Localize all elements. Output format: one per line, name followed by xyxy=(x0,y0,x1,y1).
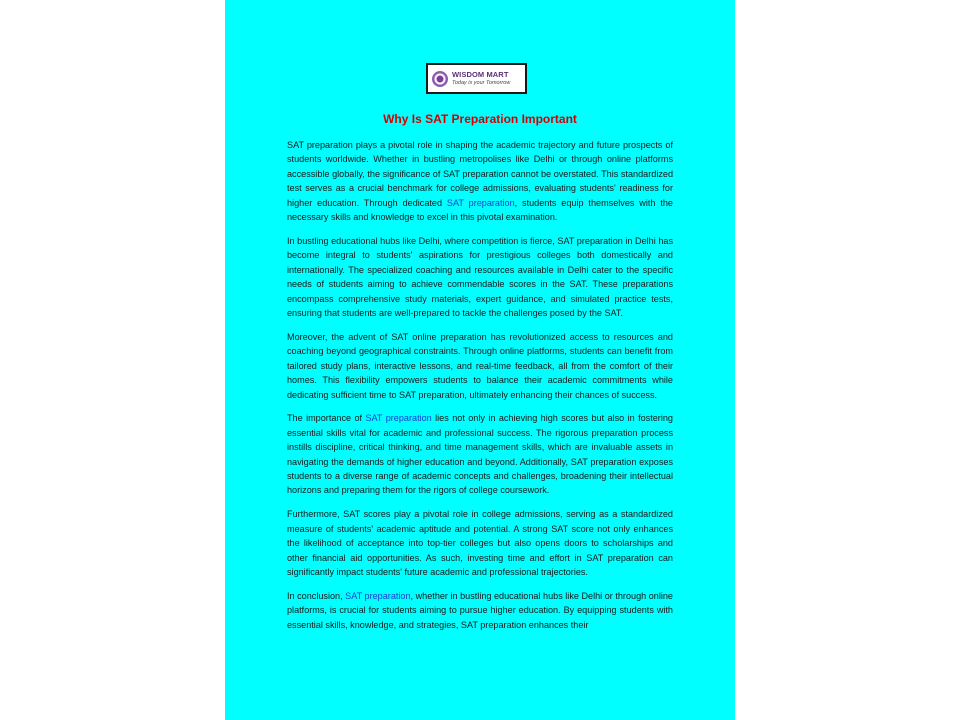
paragraph-text: SAT preparation plays a pivotal role in shaping the academic trajectory and future prospects of students worldwide. Whether in bustling metropolises like Delhi or through online platforms accessible globally, the significance of SAT preparation cannot be overstated. This standardized test serves as a crucial benchmark for college admissions, evaluating students' readiness for higher education. Through dedicated xyxy=(287,140,673,208)
paragraph-text: , whether in bustling educational hubs like Delhi or through online platforms, is crucial for students aiming to pursue higher education. By equipping students with essential skills, knowledge, and strategies, SAT preparation enhances their xyxy=(287,590,673,630)
sat-preparation-link[interactable]: SAT preparation xyxy=(345,590,411,601)
document-body xyxy=(287,138,673,642)
logo-emblem-icon xyxy=(432,71,448,87)
sat-preparation-link[interactable]: SAT preparation xyxy=(365,413,432,424)
logo-name: WISDOM MART xyxy=(452,70,509,79)
brand-logo xyxy=(426,63,527,94)
paragraph-text: Moreover, the advent of SAT online preparation has revolutionized access to resources and coaching beyond geographical constraints. Through online platforms, students can benefit from tailored study plans, interactive lessons, and real-time feedback, all from the comfort of their homes. This flexibility empowers students to balance their academic commitments while dedicating sufficient time to SAT preparation, ultimately enhancing their chances of success. xyxy=(287,331,673,400)
sat-preparation-link[interactable]: SAT preparation xyxy=(446,197,515,208)
paragraph-text: lies not only in achieving high scores but also in fostering essential skills vital for academic and professional success. The rigorous preparation process instills discipline, critical thinking, and time management skills, which are invaluable assets in navigating the demands of higher education and beyond. Additionally, SAT preparation exposes students to a diverse range of academic concepts and challenges, broadening their intellectual horizons and preparing them for the rigors of college coursework. xyxy=(287,413,673,496)
paragraph-text: In conclusion, xyxy=(287,590,346,601)
paragraph-text: The importance of xyxy=(287,413,366,424)
paragraph-text: , students equip themselves with the necessary skills and knowledge to excel in this pivotal examination. xyxy=(287,197,673,223)
paragraph xyxy=(287,138,673,224)
document-page xyxy=(225,0,735,720)
logo-text xyxy=(452,71,510,86)
paragraph xyxy=(287,330,673,402)
paragraph xyxy=(287,234,673,320)
paragraph xyxy=(287,411,673,497)
paragraph-text: In bustling educational hubs like Delhi, where competition is fierce, SAT preparation in Delhi has become integral to students' aspirations for prestigious colleges both domestically and internationally. The specialized coaching and resources available in Delhi cater to the specific needs of students aiming to achieve commendable scores in the SAT. These preparations encompass comprehensive study materials, expert guidance, and simulated practice tests, ensuring that students are well-prepared to tackle the challenges posed by the SAT. xyxy=(287,235,673,318)
document-title: Why Is SAT Preparation Important xyxy=(383,112,577,126)
paragraph xyxy=(287,507,673,579)
paragraph xyxy=(287,589,673,632)
logo-tagline: Today is your Tomorrow xyxy=(452,79,511,86)
paragraph-text: Furthermore, SAT scores play a pivotal role in college admissions, serving as a standardized measure of students' academic aptitude and potential. A strong SAT score not only enhances the likelihood of acceptance into top-tier colleges but also opens doors to scholarships and other financial aid opportunities. As such, investing time and effort in SAT preparation can significantly impact students' future academic and professional trajectories. xyxy=(287,509,673,577)
